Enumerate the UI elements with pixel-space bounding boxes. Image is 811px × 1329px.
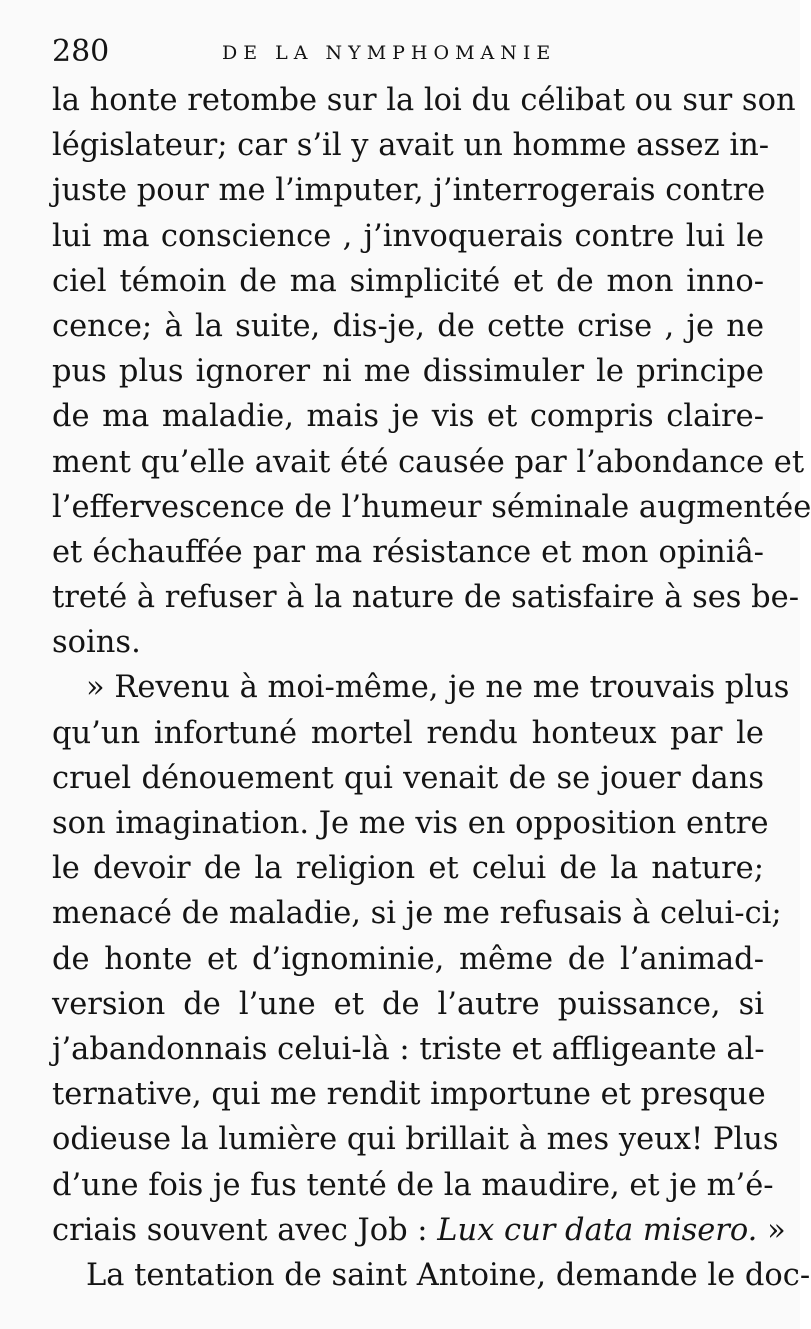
text-line: juste pour me l’imputer, j’interrogerais contre: [52, 173, 766, 209]
text-line: » Revenu à moi-même, je ne me trouvais plus: [86, 670, 790, 706]
text-line: menacé de maladie, si je me refusais à celui-ci;: [52, 896, 782, 932]
text-line: cruel dénouement qui venait de se jouer dans: [52, 760, 764, 796]
running-head: [52, 34, 752, 74]
text-line: législateur; car s’il y avait un homme assez in-: [52, 128, 770, 164]
body-text: [52, 78, 811, 1298]
text-line: de honte et d’ignominie, même de l’animad-: [52, 941, 764, 977]
text-line: ternative, qui me rendit importune et presque: [52, 1077, 766, 1113]
text-line: de ma maladie, mais je vis et compris claire-: [52, 399, 764, 435]
text-line: ciel témoin de ma simplicité et de mon inno-: [52, 263, 764, 299]
text-line: pus plus ignorer ni me dissimuler le principe: [52, 354, 764, 390]
line-text: criais souvent avec Job :: [52, 1212, 438, 1248]
closing-guillemet: »: [757, 1212, 786, 1248]
running-title: DE LA NYMPHOMANIE: [222, 42, 557, 64]
text-line: qu’un infortuné mortel rendu honteux par le: [52, 715, 764, 751]
text-line: et échauffée par ma résistance et mon opiniâ-: [52, 534, 764, 570]
latin-quotation: Lux cur data misero.: [437, 1212, 758, 1248]
text-line: version de l’une et de l’autre puissance, si: [52, 986, 764, 1022]
text-line: treté à refuser à la nature de satisfaire à ses be-: [52, 580, 799, 616]
text-line: son imagination. Je me vis en opposition entre: [52, 806, 769, 841]
text-line: lui ma conscience , j’invoquerais contre lui le: [52, 218, 764, 254]
text-line: soins.: [52, 625, 141, 661]
text-line: La tentation de saint Antoine, demande le doc-: [86, 1257, 811, 1293]
text-line: ment qu’elle avait été causée par l’abondance et: [52, 444, 805, 480]
text-line: cence; à la suite, dis-je, de cette crise , je ne: [52, 308, 764, 344]
text-line: l’effervescence de l’humeur séminale augmentée: [52, 489, 811, 525]
text-line-quote-end: [52, 1208, 786, 1253]
text-line: le devoir de la religion et celui de la nature;: [52, 851, 764, 887]
text-line: la honte retombe sur la loi du célibat ou sur son: [52, 83, 796, 118]
text-line: odieuse la lumière qui brillait à mes yeux! Plus: [52, 1122, 779, 1158]
text-line: d’une fois je fus tenté de la maudire, et je m’é-: [52, 1167, 774, 1203]
text-line: j’abandonnais celui-là : triste et affligeante al-: [52, 1031, 765, 1067]
page-number: 280: [52, 34, 110, 69]
